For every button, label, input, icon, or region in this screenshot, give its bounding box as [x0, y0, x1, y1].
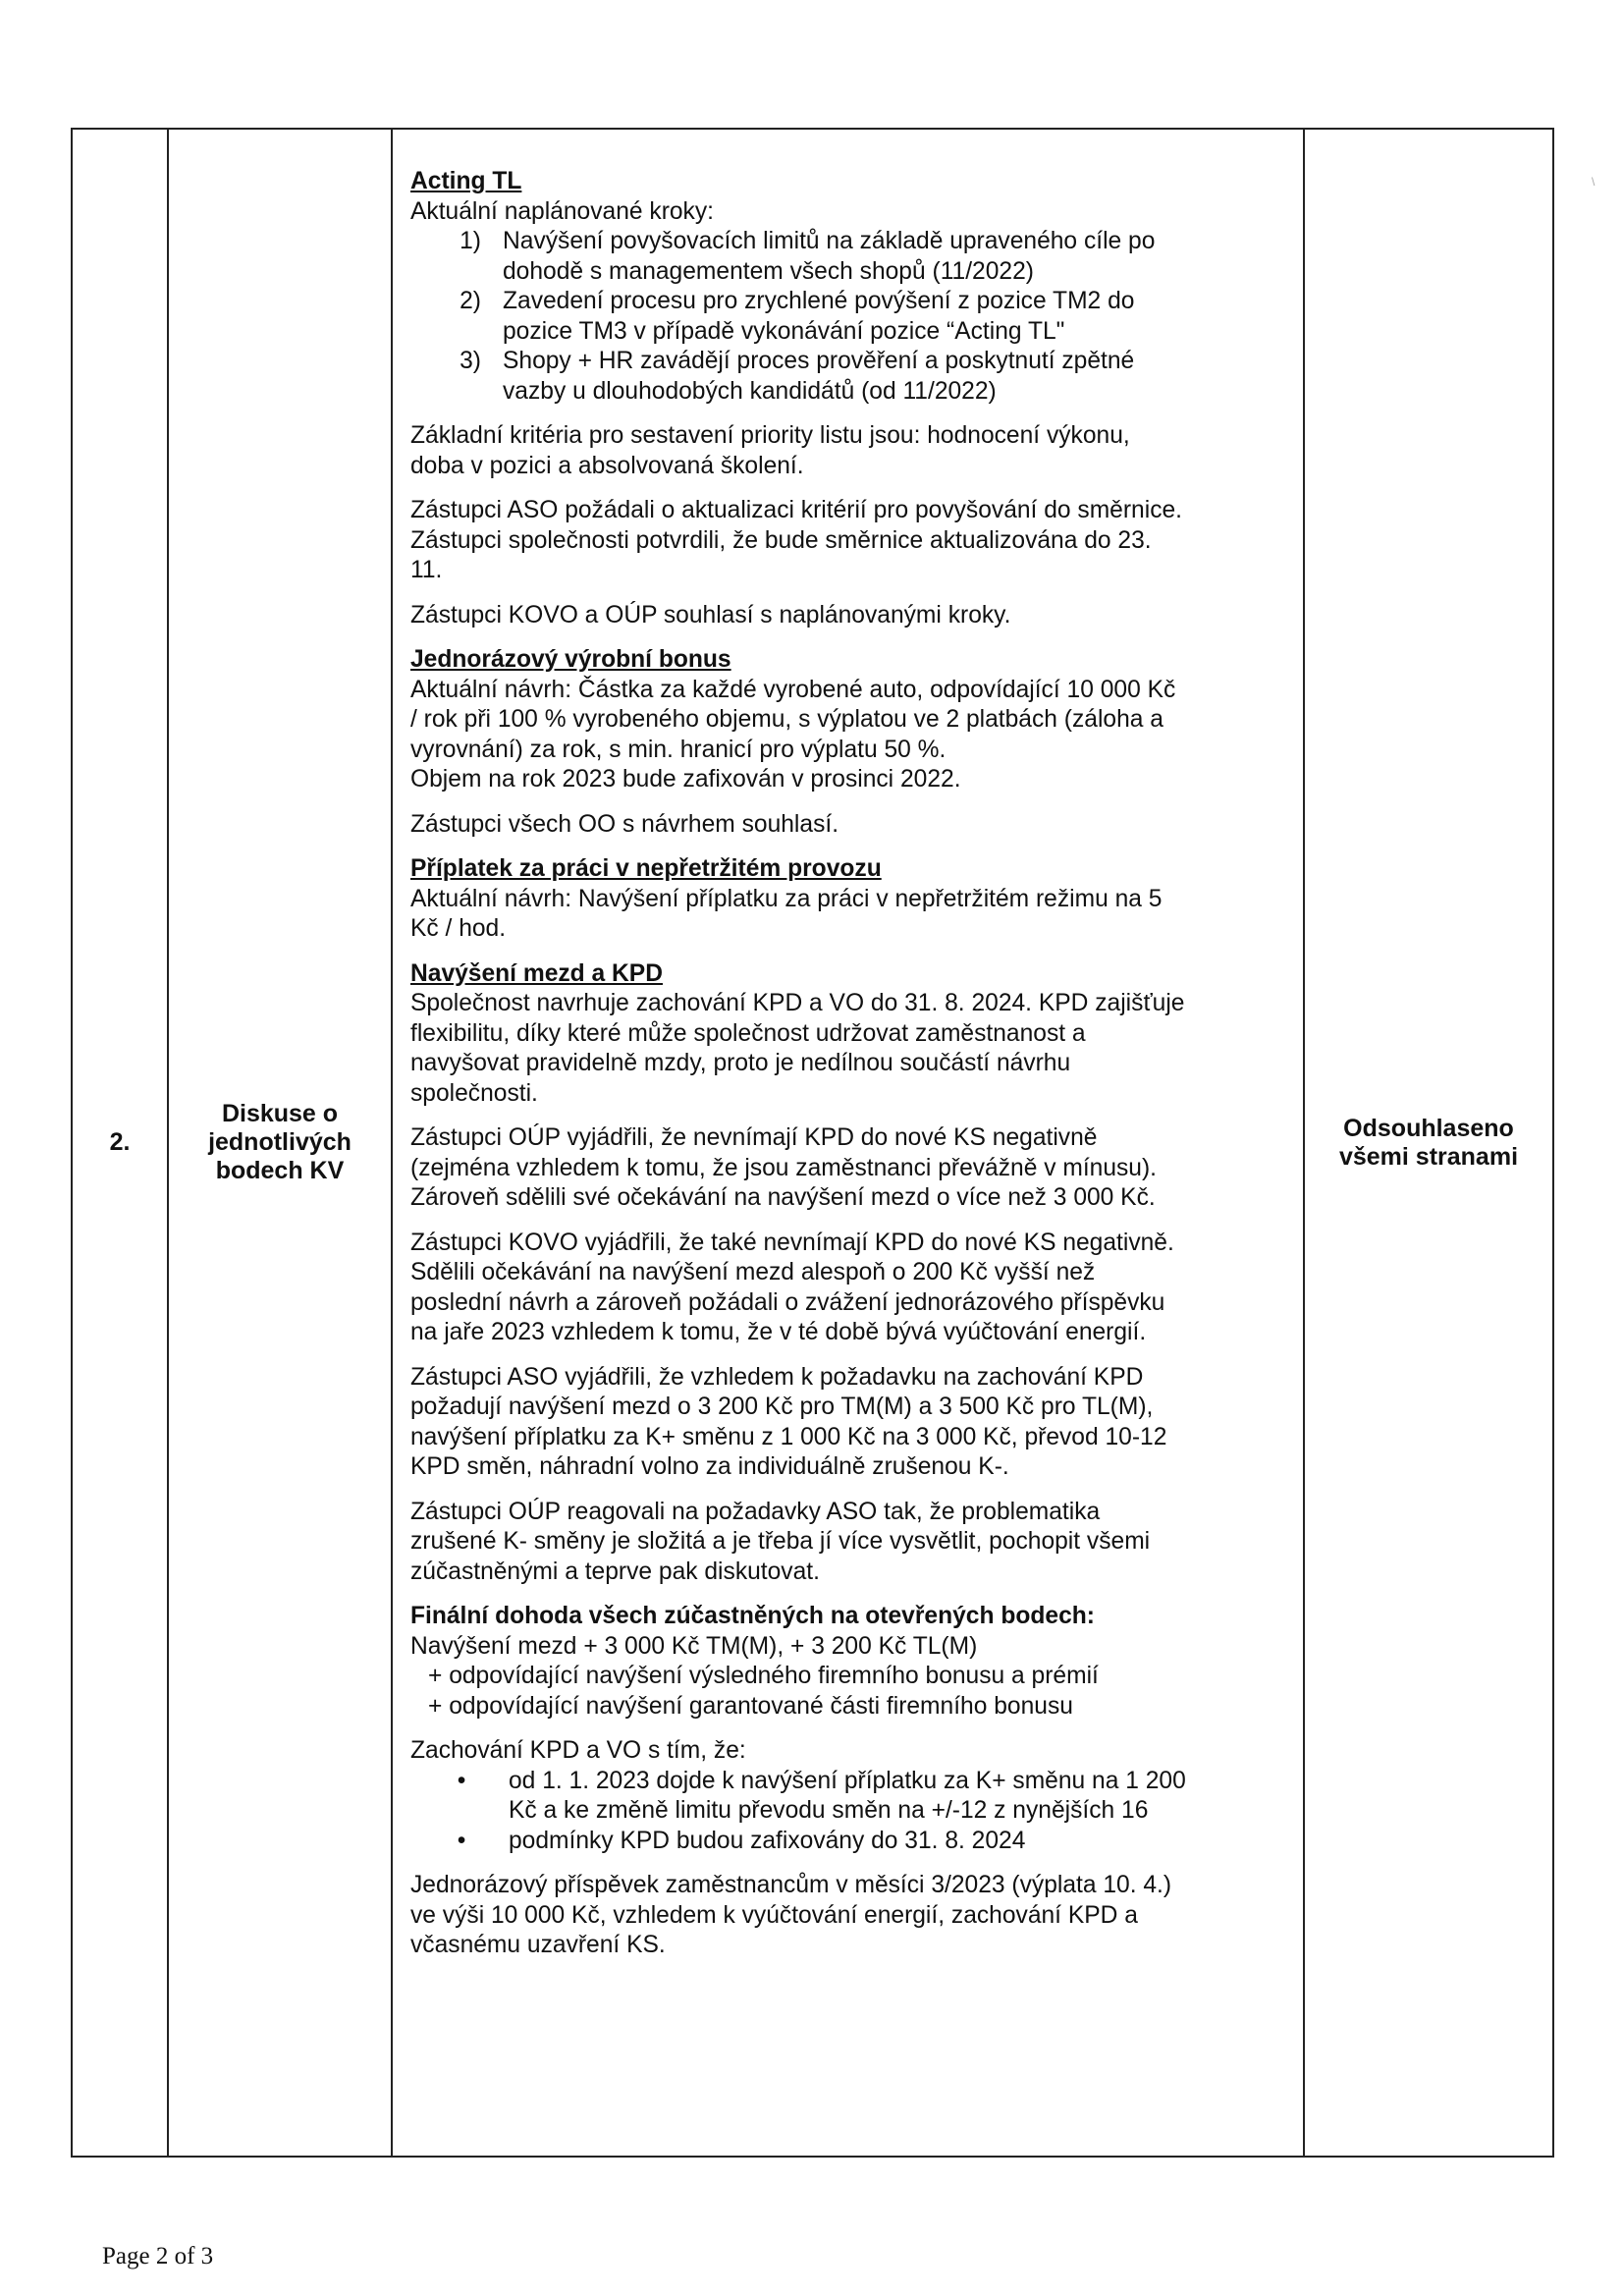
step-number: 2): [460, 288, 481, 314]
section-heading-priplatek: Příplatek za práci v nepřetržitém provozu: [410, 855, 882, 882]
bullet-icon: •: [457, 1767, 466, 1794]
acting-tl-steps: [410, 227, 1293, 407]
paragraph: Společnost navrhuje zachování KPD a VO do 31. 8. 2024. KPD zajišťuje flexibilitu, díky které může společnost udržovat zaměstnanost a navyšovat pravidelně mzdy, proto je nedílnou součástí návrhu společnosti.: [410, 990, 1185, 1107]
paragraph: Jednorázový příspěvek zaměstnancům v měsíci 3/2023 (výplata 10. 4.) ve výši 10 000 Kč, vzhledem k vyúčtování energií, zachování KPD a včasnému uzavření KS.: [410, 1872, 1172, 1958]
table-row: [72, 129, 1553, 2157]
item-number-cell: [72, 129, 168, 2157]
margin-mark: \: [1592, 175, 1596, 189]
paragraph: Zástupci OÚP vyjádřili, že nevnímají KPD do nové KS negativně (zejména vzhledem k tomu, že jsou zaměstnanci převážně v mínusu). Zároveň sdělili své očekávání na navýšení mezd o více než 3 000 Kč.: [410, 1124, 1158, 1211]
paragraph: Zástupci OÚP reagovali na požadavky ASO tak, že problematika zrušené K- směny je složitá a je třeba jí více vysvětlit, pochopit všemi zúčastněnými a teprve pak diskutovat.: [410, 1498, 1151, 1585]
acting-tl-intro: Aktuální naplánované kroky:: [410, 197, 714, 225]
topic-line: Diskuse o: [221, 1100, 339, 1127]
paragraph: Základní kritéria pro sestavení priority listu jsou: hodnocení výkonu, doba v pozici a absolvovaná školení.: [410, 422, 1130, 479]
paragraph: Aktuální návrh: Částka za každé vyrobené auto, odpovídající 10 000 Kč / rok při 100 % vyrobeného objemu, s výplatou ve 2 platbách (záloha a vyrovnání) za rok, s min. hranicí pro výplatu 50 %. Objem na rok 2023 bude zafixován v prosinci 2022.: [410, 676, 1176, 793]
agenda-table: [71, 128, 1554, 2158]
list-item: [410, 227, 1293, 287]
paragraph: Zástupci ASO požádali o aktualizaci kritérií pro povyšování do směrnice. Zástupci společnosti potvrdili, že bude směrnice aktualizována do 23. 11.: [410, 497, 1183, 583]
list-item: • podmínky KPD budou zafixovány do 31. 8. 2024: [410, 1827, 1293, 1857]
step-number: 1): [460, 228, 481, 254]
topic-cell: [168, 129, 392, 2157]
step-line: dohodě s managementem všech shopů (11/2022): [503, 257, 1034, 285]
kpd-intro: Zachování KPD a VO s tím, že:: [410, 1737, 746, 1764]
step-line: Shopy + HR zavádějí proces prověření a poskytnutí zpětné: [503, 348, 1135, 374]
paragraph: Aktuální návrh: Navýšení příplatku za práci v nepřetržitém režimu na 5 Kč / hod.: [410, 885, 1163, 942]
kpd-bullets: [410, 1767, 1293, 1857]
paragraph: Zástupci všech OO s návrhem souhlasí.: [410, 810, 839, 838]
list-item: [410, 347, 1293, 407]
list-item: • od 1. 1. 2023 dojde k navýšení příplatku za K+ směnu na 1 200 Kč a ke změně limitu převodu směn na +/-12 z nynějších 16: [410, 1767, 1293, 1827]
plus-line: + odpovídající navýšení výsledného firemního bonusu a prémií: [428, 1663, 1099, 1689]
section-heading-final: Finální dohoda všech zúčastněných na otevřených bodech:: [410, 1603, 1095, 1629]
paragraph: Zástupci KOVO vyjádřili, že také nevnímají KPD do nové KS negativně. Sdělili očekávání na navýšení mezd alespoň o 200 Kč vyšší než poslední návrh a zároveň požádali o zvážení jednorázového příspěvku na jaře 2023 vzhledem k tomu, že v té době bývá vyúčtování energií.: [410, 1229, 1174, 1345]
bullet-icon: •: [457, 1827, 466, 1854]
list-item: [410, 287, 1293, 347]
step-line: Navýšení povyšovacích limitů na základě upraveného cíle po: [503, 228, 1156, 254]
topic-line: bodech KV: [215, 1157, 345, 1184]
paragraph: Zástupci ASO vyjádřili, že vzhledem k požadavku na zachování KPD požadují navýšení mezd o 3 200 Kč pro TM(M) a 3 500 Kč pro TL(M), navýšení příplatku za K+ směnu z 1 000 Kč na 3 000 Kč, převod 10-12 KPD směn, náhradní volno za individuálně zrušenou K-.: [410, 1363, 1167, 1480]
topic-line: jednotlivých: [208, 1128, 352, 1156]
result-line: všemi stranami: [1338, 1142, 1519, 1171]
result-cell: [1304, 129, 1553, 2157]
item-number: 2.: [109, 1128, 131, 1156]
section-heading-acting-tl: Acting TL: [410, 168, 522, 194]
section-heading-mzdy: Navýšení mezd a KPD: [410, 959, 663, 987]
step-line: Zavedení procesu pro zrychlené povýšení z pozice TM2 do: [503, 288, 1135, 314]
content-cell: [392, 129, 1304, 2157]
step-line: vazby u dlouhodobých kandidátů (od 11/2022): [503, 377, 997, 405]
plus-line: + odpovídající navýšení garantované části firemního bonusu: [428, 1692, 1073, 1720]
result-line: Odsouhlaseno: [1343, 1114, 1514, 1142]
step-number: 3): [460, 348, 481, 374]
raise-line: Navýšení mezd + 3 000 Kč TM(M), + 3 200 Kč TL(M): [410, 1632, 978, 1660]
paragraph: Zástupci KOVO a OÚP souhlasí s naplánovanými kroky.: [410, 601, 1011, 629]
section-heading-bonus: Jednorázový výrobní bonus: [410, 646, 731, 673]
page-number: Page 2 of 3: [102, 2243, 214, 2269]
step-line: pozice TM3 v případě vykonávání pozice “Acting TL": [503, 317, 1065, 345]
